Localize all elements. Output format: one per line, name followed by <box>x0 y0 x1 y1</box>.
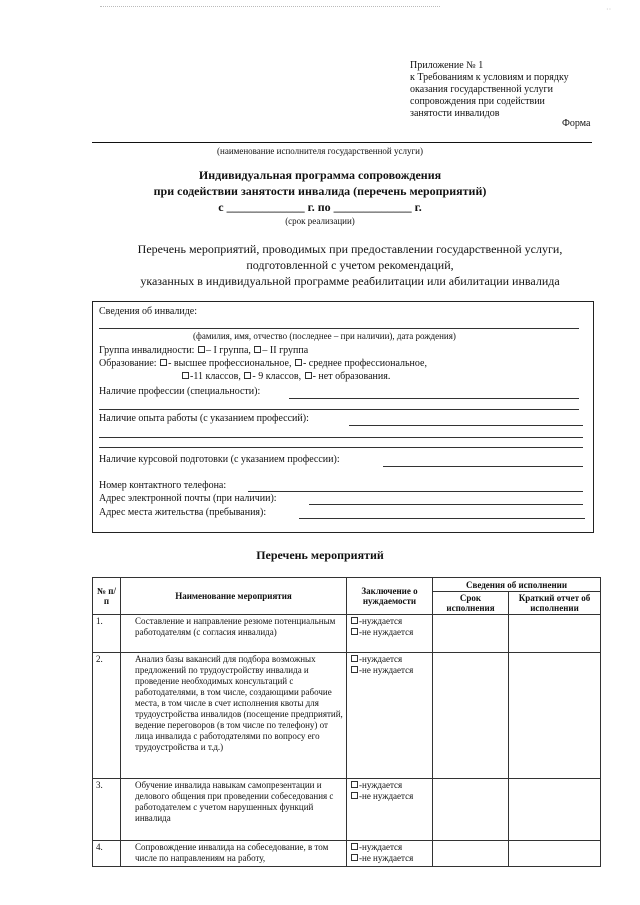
period-caption: (срок реализации) <box>285 216 355 226</box>
row-name: Обучение инвалида навыкам самопрезентации и делового общения при проведении собеседования с работодателем с учетом нарушенных функций инвалида <box>121 779 347 841</box>
address-label: Адрес места жительства (пребывания): <box>99 507 267 518</box>
row-need <box>347 779 433 841</box>
row-report[interactable] <box>509 653 601 779</box>
edu-11-label: -11 классов, <box>190 371 241 382</box>
profession-label: Наличие профессии (специальности): <box>99 386 261 397</box>
scan-artifact-line <box>100 6 440 7</box>
not-needs-label: -не нуждается <box>359 627 414 637</box>
not-needs-checkbox[interactable] <box>351 792 358 799</box>
executor-line <box>92 142 592 143</box>
col-term: Срок исполнения <box>433 592 509 615</box>
row-name: Анализ базы вакансий для подбора возможных предложений по трудоустройству инвалида и проведение необходимых консультаций с работодателями, в том числе, создающими рабочие места, в том числе в счет исполнения квоты для трудоустройства инвалидов (посещение предприятий, ведение переговоров (в том числе по телефону) от лица инвалида с работодателями по вопросу его трудоустройства и т.д.) <box>121 653 347 779</box>
education-row-2 <box>181 371 390 382</box>
edu-9-label: - 9 классов, <box>252 371 302 382</box>
row-report[interactable] <box>509 779 601 841</box>
experience-label: Наличие опыта работы (с указанием профессий): <box>99 413 309 424</box>
experience-field-2[interactable] <box>99 437 583 438</box>
needs-checkbox[interactable] <box>351 617 358 624</box>
edu-none-label: - нет образования. <box>312 371 391 382</box>
row-report[interactable] <box>509 615 601 653</box>
group-1-label: – I группа, <box>205 345 251 356</box>
group-2-label: – II группа <box>262 345 309 356</box>
fio-field[interactable] <box>99 328 579 329</box>
appendix-line: Приложение № 1 <box>410 60 484 71</box>
row-report[interactable] <box>509 841 601 867</box>
events-title: Перечень мероприятий <box>256 548 384 562</box>
edu-secondary-label: - среднее профессиональное, <box>302 358 427 369</box>
needs-option[interactable] <box>350 780 429 791</box>
group-2-checkbox[interactable] <box>254 346 261 353</box>
not-needs-option[interactable] <box>350 665 429 676</box>
edu-9-checkbox[interactable] <box>244 372 251 379</box>
col-num: № п/п <box>93 578 121 615</box>
experience-field-3[interactable] <box>99 447 583 448</box>
scan-artifact-mark: ·· <box>606 5 612 14</box>
phone-label: Номер контактного телефона: <box>99 480 227 491</box>
not-needs-option[interactable] <box>350 853 429 864</box>
needs-label: -нуждается <box>359 780 403 790</box>
row-num: 4. <box>93 841 121 867</box>
document-title: Индивидуальная программа сопровождения <box>198 168 442 182</box>
intro-line: Перечень мероприятий, проводимых при предоставлении государственной услуги, <box>137 242 563 256</box>
row-num: 2. <box>93 653 121 779</box>
needs-option[interactable] <box>350 842 429 853</box>
not-needs-checkbox[interactable] <box>351 666 358 673</box>
table-row <box>93 779 601 841</box>
needs-label: -нуждается <box>359 842 403 852</box>
row-name: Сопровождение инвалида на собеседование, в том числе по направлениям на работу, <box>121 841 347 867</box>
appendix-line: сопровождения при содействии <box>410 96 545 107</box>
row-term[interactable] <box>433 841 509 867</box>
edu-higher-checkbox[interactable] <box>160 359 167 366</box>
row-name: Составление и направление резюме потенциальным работодателям (с согласия инвалида) <box>121 615 347 653</box>
disabled-info-box <box>92 301 594 533</box>
group-1-checkbox[interactable] <box>198 346 205 353</box>
group-label: Группа инвалидности: <box>99 345 195 356</box>
address-field[interactable] <box>299 518 585 519</box>
table-row <box>93 615 601 653</box>
experience-field[interactable] <box>349 425 583 426</box>
table-row <box>93 841 601 867</box>
appendix-line: занятости инвалидов <box>410 108 500 119</box>
fio-caption: (фамилия, имя, отчество (последнее – при наличии), дата рождения) <box>193 331 456 341</box>
email-label: Адрес электронной почты (при наличии): <box>99 493 277 504</box>
not-needs-label: -не нуждается <box>359 791 414 801</box>
form-label: Форма <box>562 118 591 129</box>
education-label: Образование: <box>99 358 157 369</box>
events-table <box>92 577 601 867</box>
row-num: 1. <box>93 615 121 653</box>
row-term[interactable] <box>433 615 509 653</box>
needs-option[interactable] <box>350 616 429 627</box>
not-needs-label: -не нуждается <box>359 853 414 863</box>
email-field[interactable] <box>309 504 583 505</box>
profession-field[interactable] <box>289 398 579 399</box>
row-need <box>347 841 433 867</box>
education-row <box>99 358 427 369</box>
edu-none-checkbox[interactable] <box>305 372 312 379</box>
document-period: с _____________ г. по _____________ г. <box>218 200 422 214</box>
needs-checkbox[interactable] <box>351 843 358 850</box>
row-need <box>347 615 433 653</box>
executor-caption: (наименование исполнителя государственной услуги) <box>217 146 423 156</box>
row-term[interactable] <box>433 653 509 779</box>
profession-field-2[interactable] <box>99 409 579 410</box>
not-needs-checkbox[interactable] <box>351 628 358 635</box>
document-subtitle: при содействии занятости инвалида (перечень мероприятий) <box>153 184 487 198</box>
courses-label: Наличие курсовой подготовки (с указанием профессии): <box>99 454 340 465</box>
col-report: Краткий отчет об исполнении <box>509 592 601 615</box>
appendix-line: к Требованиям к условиям и порядку <box>410 72 569 83</box>
needs-label: -нуждается <box>359 616 403 626</box>
courses-field[interactable] <box>383 466 583 467</box>
appendix-line: оказания государственной услуги <box>410 84 553 95</box>
table-row <box>93 653 601 779</box>
edu-secondary-checkbox[interactable] <box>295 359 302 366</box>
not-needs-label: -не нуждается <box>359 665 414 675</box>
needs-checkbox[interactable] <box>351 655 358 662</box>
not-needs-checkbox[interactable] <box>351 854 358 861</box>
edu-11-checkbox[interactable] <box>182 372 189 379</box>
row-num: 3. <box>93 779 121 841</box>
row-term[interactable] <box>433 779 509 841</box>
group-row <box>99 345 308 356</box>
needs-option[interactable] <box>350 654 429 665</box>
appendix-note <box>410 60 610 120</box>
phone-field[interactable] <box>248 491 583 492</box>
col-execution: Сведения об исполнении <box>433 578 601 592</box>
not-needs-option[interactable] <box>350 627 429 638</box>
intro-line: указанных в индивидуальной программе реабилитации или абилитации инвалида <box>140 274 560 288</box>
needs-checkbox[interactable] <box>351 781 358 788</box>
edu-higher-label: - высшее профессиональное, <box>168 358 292 369</box>
row-need <box>347 653 433 779</box>
col-need: Заключение о нуждаемости <box>347 578 433 615</box>
col-name: Наименование мероприятия <box>121 578 347 615</box>
info-heading: Сведения об инвалиде: <box>99 306 198 317</box>
intro-line: подготовленной с учетом рекомендаций, <box>246 258 454 272</box>
needs-label: -нуждается <box>359 654 403 664</box>
not-needs-option[interactable] <box>350 791 429 802</box>
